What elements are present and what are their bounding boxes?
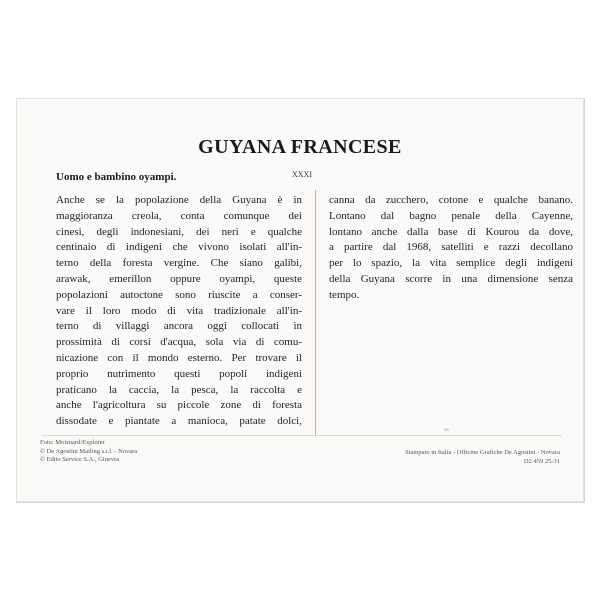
text-line: per lo spazio, la vita semplice degli indigeni <box>329 257 573 270</box>
credit-line: Foto: Moisnard/Explorer <box>40 439 105 446</box>
text-line: canna da zucchero, cotone e qualche banano. <box>329 194 573 206</box>
product-code: D2 459 25-31 <box>523 457 560 465</box>
text-line: proprio nutrimento questi popoli indigeni <box>56 367 302 380</box>
text-line: della Guyana scorre in una dimensione senza <box>329 272 573 285</box>
credit-line: © De Agostini Mailing s.r.l. - Novara <box>40 447 138 455</box>
printer-info <box>405 449 560 466</box>
text-line: maggioranza creola, conta comunque dei <box>56 209 302 222</box>
text-line: Lontano dal bagno penale della Cayenne, <box>329 209 573 222</box>
left-text-column <box>56 193 302 430</box>
paper-speck <box>444 428 449 431</box>
text-line: popolazioni autoctone sono riuscite a conser- <box>56 288 302 301</box>
text-line: cinesi, degli indonesiani, dei neri e qualche <box>56 225 302 238</box>
text-line: terno di villaggi ancora oggi collocati in <box>56 320 302 333</box>
text-line: arawak, emerillon oppure oyampi, queste <box>56 272 302 285</box>
text-line: tempo. <box>329 288 360 301</box>
text-line: vare il loro modo di vita tradizionale all'in- <box>56 304 302 317</box>
credit-line: © Edito Service S.A., Ginevra <box>40 456 120 464</box>
text-line: anche l'agricoltura su piccole zone di foresta <box>56 399 302 412</box>
column-divider <box>315 190 316 435</box>
text-line: dissodate e piantate a manioca, patate dolci, <box>56 415 302 428</box>
text-line: praticano la caccia, la pesca, la raccolta e <box>56 383 302 396</box>
printer-line: Stampato in Italia - Officine Grafiche De Agostini - Novara <box>405 449 560 456</box>
text-line: a partire dal 1968, satelliti e razzi decollano <box>329 241 573 254</box>
text-line: terno della foresta vergine. Che siano galibi, <box>56 257 302 270</box>
postcard-back <box>16 98 585 503</box>
card-title: GUYANA FRANCESE <box>198 136 402 158</box>
card-subtitle: Uomo e bambino oyampi. <box>56 171 177 183</box>
text-line: lontano anche dalla base di Kourou da dove, <box>329 225 573 238</box>
right-text-column <box>329 193 573 304</box>
card-number: XXXI <box>292 170 312 179</box>
photo-credits <box>40 439 137 465</box>
text-line: Anche se la popolazione della Guyana è in <box>56 194 302 206</box>
text-line: centinaio di indigeni che vivono isolati all'in- <box>56 241 302 254</box>
text-line: nicazione con il mondo esterno. Per trovare il <box>56 351 302 364</box>
footer-rule <box>42 435 562 436</box>
text-line: prossimità di corsi d'acqua, sola via di comu- <box>56 336 302 349</box>
